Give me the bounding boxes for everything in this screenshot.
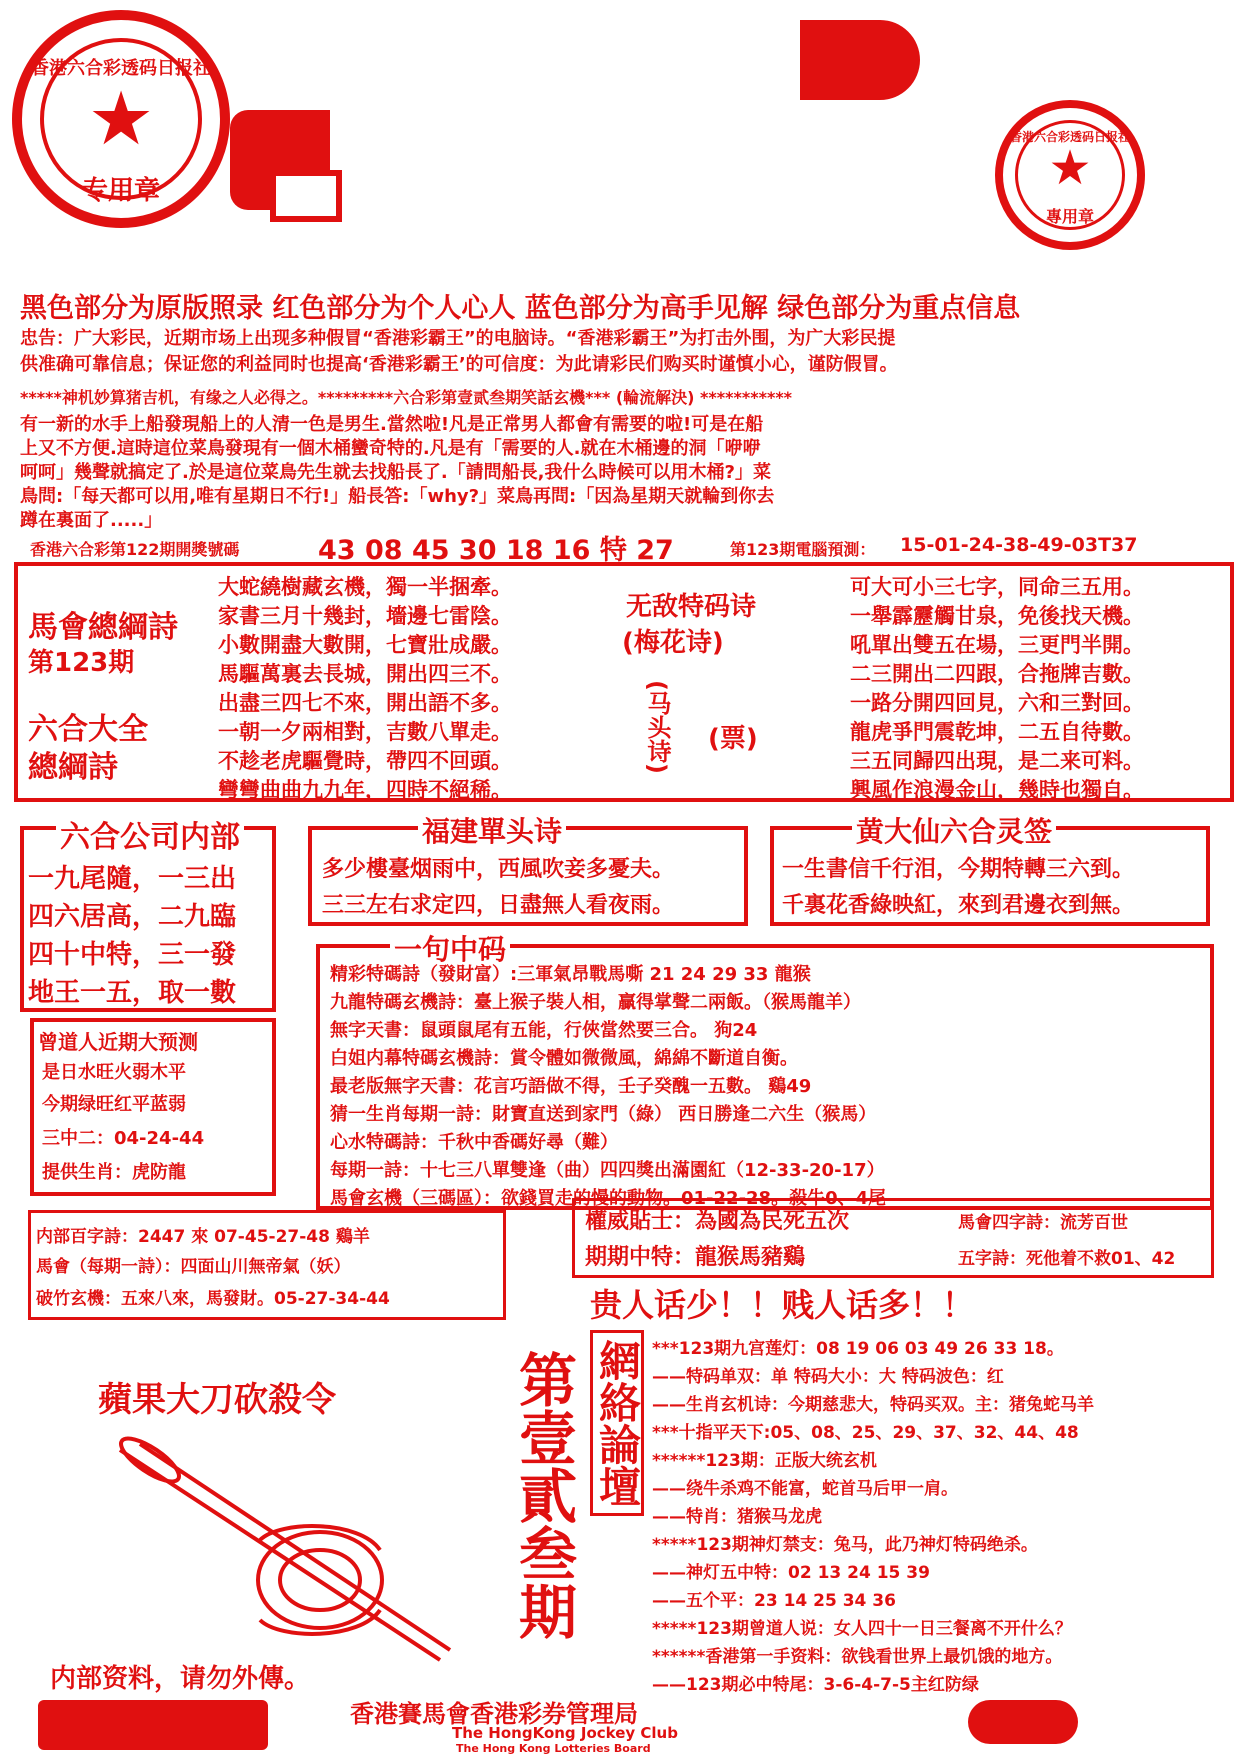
- poem-title-2: 第123期: [28, 648, 135, 678]
- predict-value: 15-01-24-38-49-03T37: [900, 534, 1138, 556]
- footer-en-2: The Hong Kong Lotteries Board: [456, 1742, 651, 1755]
- predict-label: 第123期電腦預測：: [730, 540, 876, 559]
- fujian-line-2: 三三左右求定四，日盡無人看夜雨。: [322, 893, 675, 918]
- right-seal-label: 專用章: [1045, 207, 1094, 226]
- poem-col2-line-4: 二三開出二四跟，合拖牌吉數。: [850, 662, 1144, 686]
- joke-line-5: 蹲在裏面了.....」: [20, 510, 163, 531]
- right-list-10: ——五个平：23 14 25 34 36: [652, 1591, 896, 1611]
- poem-col2-line-8: 興風作浪漫金山，幾時也獨自。: [850, 778, 1144, 802]
- footer-right-emblem: [968, 1700, 1078, 1744]
- sentence-line-7: 心水特碼詩：千秋中香碼好尋（難）: [330, 1132, 618, 1153]
- joke-header: *****神机妙算猪吉机，有缘之人必得之。*********六合彩第壹贰叁期笑話玄機*** (輪流解決) ***********: [20, 388, 793, 407]
- sentence-line-1: 精彩特碼詩（發財富）:三軍氣昂戰馬嘶 21 24 29 33 龍猴: [330, 964, 811, 985]
- sentence-line-6: 猜一生肖每期一詩：財寶直送到家門（綠） 西日勝逢二六生（猴馬）: [330, 1104, 877, 1125]
- footer-cn: 香港賽馬會香港彩券管理局: [350, 1700, 638, 1728]
- company-line-4: 地王一五，取一數: [28, 978, 237, 1008]
- poem-col1-line-7: 不趁老虎驅覺時，帶四不回頭。: [218, 749, 512, 773]
- poem-col2-line-7: 三五同歸四出現，是二来可料。: [850, 749, 1144, 773]
- right-seal-ring-text: 香港六合彩透码日报社: [1009, 130, 1130, 144]
- poem-col1-line-3: 小數開盡大數開，七寶壯成嚴。: [218, 633, 512, 657]
- huang-line-1: 一生書信千行泪，今期特轉三六到。: [782, 857, 1135, 882]
- sentence-line-4: 白姐内幕特碼玄機詩：賞令體如微微風，綿綿不斷道自衡。: [330, 1048, 798, 1069]
- joke-line-3: 呵呵」幾聲就搞定了.於是這位菜鳥先生就去找船長了.「請問船長,我什么時候可以用木桶?」菜: [20, 462, 771, 483]
- inside-line-2: 馬會（每期一詩）：四面山川無帝氣（妖）: [36, 1257, 351, 1277]
- huang-line-2: 千裏花香綠映紅，來到君邊衣到無。: [782, 893, 1135, 918]
- notice-line-2: 供准确可靠信息；保证您的利益同时也提高‘香港彩霸王’的可信度：为此请彩民们购买时谨慎小心，谨防假冒。: [20, 354, 898, 375]
- right-list-9: ——神灯五中特：02 13 24 15 39: [652, 1563, 930, 1583]
- right-list-7: ——特肖：猪猴马龙虎: [652, 1507, 822, 1527]
- joke-line-2: 上又不方便.這時這位菜鳥發現有一個木桶蠻奇特的.凡是有「需要的人.就在木桶邊的洞「咿咿: [20, 438, 761, 459]
- legend-line: 黑色部分为原版照录 红色部分为个人心人 蓝色部分为高手见解 绿色部分为重点信息: [20, 293, 1021, 324]
- header-logo-block-2: [800, 20, 920, 100]
- forum-vertical-title: 網絡論壇: [590, 1330, 644, 1516]
- poem-mid-title: 无敌特码诗: [626, 592, 757, 622]
- tips-row2-right: 五字詩：死他着不救01、42: [958, 1249, 1176, 1269]
- huang-title: 黄大仙六合灵签: [852, 810, 1056, 850]
- company-line-1: 一九尾隨，一三出: [28, 864, 237, 894]
- footer-en-1: The HongKong Jockey Club: [452, 1724, 678, 1742]
- tips-row1-left: 權威貼士：為國為民死五次: [585, 1209, 850, 1234]
- sentence-line-9: 馬會玄機（三碼區）：欲錢買走的慢的動物。01-22-28。殺牛0、4尾: [330, 1188, 887, 1209]
- poem-col2-line-3: 吼單出雙五在場，三更門半開。: [850, 633, 1144, 657]
- poem-col1-line-5: 出盡三四七不來，開出語不多。: [218, 691, 512, 715]
- poem-col1-line-1: 大蛇繞樹藏玄機，獨一半捆牽。: [218, 575, 512, 599]
- sword-illustration: [110, 1430, 470, 1670]
- apple-footer: 内部资料，请勿外傳。: [50, 1664, 311, 1694]
- poem-mid-sub: (梅花诗): [622, 628, 724, 658]
- sentence-line-5: 最老版無字天書：花言巧語做不得，壬子癸醜一五數。 鷄49: [330, 1076, 812, 1097]
- draw-numbers: 43 08 45 30 18 16 特 27: [318, 535, 674, 566]
- poem-col1-line-8: 彎彎曲曲九九年，四時不絕稀。: [218, 778, 512, 802]
- poem-col1-line-6: 一朝一夕兩相對，吉數八單走。: [218, 720, 512, 744]
- poem-col2-line-1: 可大可小三七字，同命三五用。: [850, 575, 1144, 599]
- sentence-line-8: 每期一詩：十七三八單雙逢（曲）四四獎出滿園紅（12-33-20-17）: [330, 1160, 885, 1181]
- poem-col1-line-4: 馬驅萬裏去長城，開出四三不。: [218, 662, 512, 686]
- poem-mid-note-a: (马头诗): [643, 680, 671, 774]
- sentence-line-2: 九龍特碼玄機詩：臺上猴子裝人相，贏得掌聲二兩飯。（猴馬龍羊）: [330, 992, 861, 1013]
- poem-col2-line-5: 一路分開四回見，六和三對回。: [850, 691, 1144, 715]
- apple-title: 蘋果大刀砍殺令: [98, 1380, 336, 1420]
- tips-slogan: 贵人话少！！贱人话多！！: [590, 1286, 975, 1324]
- prophecy-line-3: 三中二：04-24-44: [42, 1128, 205, 1149]
- left-seal-star-icon: ★: [87, 76, 155, 162]
- company-line-3: 四十中特，三一發: [28, 940, 237, 970]
- sentence-line-3: 無字天書：鼠頭鼠尾有五能，行俠當然要三合。 狗24: [330, 1020, 758, 1041]
- poem-mid-note-b: (票): [708, 724, 758, 754]
- joke-line-1: 有一新的水手上船發現船上的人清一色是男生.當然啦!凡是正常男人都會有需要的啦!可是在船: [20, 414, 764, 435]
- footer-left-emblem: [38, 1700, 268, 1750]
- tips-row2-left: 期期中特：龍猴馬豬鷄: [585, 1245, 806, 1270]
- right-seal-star-icon: ★: [1048, 140, 1092, 196]
- right-list-8: *****123期神灯禁支：兔马，此乃神灯特码绝杀。: [652, 1535, 1038, 1555]
- right-list-4: ***十指平天下:05、08、25、29、37、32、44、48: [652, 1423, 1079, 1443]
- company-title: 六合公司内部: [56, 812, 244, 856]
- right-list-12: ******香港第一手资料：欲钱看世界上最饥饿的地方。: [652, 1647, 1063, 1667]
- header-logo-block-3: [270, 170, 342, 222]
- company-line-2: 四六居高，二九臨: [28, 902, 237, 932]
- left-seal-ring-text: 香港六合彩透码日报社: [31, 58, 211, 79]
- right-list-1: ***123期九宫莲灯：08 19 06 03 49 26 33 18。: [652, 1339, 1064, 1359]
- right-list-2: ——特码单双：单 特码大小：大 特码波色：红: [652, 1367, 1004, 1387]
- poem-title-4: 總綱詩: [28, 750, 118, 785]
- poem-col2-line-2: 一舉霹靂觸甘泉，免後找天機。: [850, 604, 1144, 628]
- prophecy-line-2: 今期绿旺红平蓝弱: [42, 1094, 186, 1115]
- left-seal-label: 专用章: [81, 176, 160, 206]
- right-seal: [995, 100, 1145, 250]
- right-list-3: ——生肖玄机诗：今期慈悲大，特码买双。主：猪兔蛇马羊: [652, 1395, 1094, 1415]
- right-list-13: ——123期必中特尾：3-6-4-7-5主红防绿: [652, 1675, 979, 1695]
- issue-vertical-title: 第壹貳叁期: [509, 1350, 577, 1640]
- poem-col2-line-6: 龍虎爭門震乾坤，二五自待數。: [850, 720, 1144, 744]
- inside-line-3: 破竹玄機：五來八來，馬發財。05-27-34-44: [36, 1289, 390, 1309]
- fujian-line-1: 多少樓臺烟雨中，西風吹妾多憂夫。: [322, 857, 675, 882]
- left-seal: [12, 10, 230, 228]
- poem-col1-line-2: 家書三月十幾封，墻邊七雷陰。: [218, 604, 512, 628]
- prophecy-line-1: 是日水旺火弱木平: [42, 1062, 186, 1083]
- fujian-title: 福建單头诗: [418, 810, 566, 850]
- joke-line-4: 鳥問:「每天都可以用,唯有星期日不行!」船長答:「why?」菜鳥再問:「因為星期天就輪到你去: [20, 486, 775, 507]
- notice-line-1: 忠告：广大彩民，近期市场上出现多种假冒“香港彩霸王”的电脑诗。“香港彩霸王”为打击外围，为广大彩民提: [20, 328, 896, 349]
- poem-title-3: 六合大全: [28, 712, 148, 747]
- right-list-6: ——绕牛杀鸡不能富，蛇首马后甲一肩。: [652, 1479, 958, 1499]
- draw-label: 香港六合彩第122期開獎號碼: [30, 540, 240, 559]
- right-list-11: *****123期曾道人说：女人四十一日三餐离不开什么？: [652, 1619, 1072, 1639]
- prophecy-title: 曾道人近期大预测: [38, 1030, 198, 1054]
- prophecy-line-4: 提供生肖：虎防龍: [42, 1162, 186, 1183]
- tips-row1-right: 馬會四字詩：流芳百世: [958, 1213, 1128, 1233]
- right-list-5: ******123期：正版大统玄机: [652, 1451, 877, 1471]
- inside-line-1: 内部百字詩：2447 來 07-45-27-48 鷄羊: [36, 1227, 370, 1247]
- sentence-title: 一句中码: [390, 928, 510, 968]
- poem-title-1: 馬會總綱詩: [28, 610, 178, 645]
